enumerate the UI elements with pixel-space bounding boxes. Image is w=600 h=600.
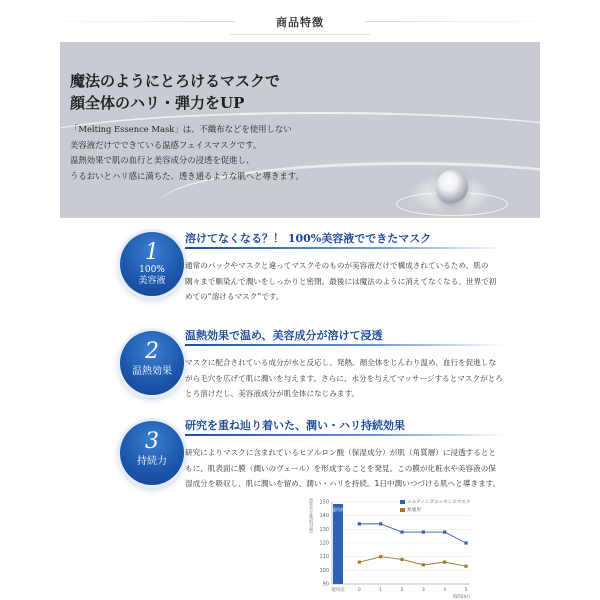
- svg-text:120: 120: [319, 540, 329, 547]
- feature-2: [110, 327, 510, 417]
- feature-description: 研究によりマスクに含まれているヒアルロン酸（保湿成分）が肌（角質層）に浸透するとともに、肌表面に膜（潤いのヴェール）を形成することを発見。この膜が化粧水や美容液の保湿成分を吸収し、肌に潤いを留め、潤い・ハリを持続。1日中潤いつづける肌へと導きます。: [185, 448, 501, 489]
- svg-text:130: 130: [319, 526, 329, 533]
- hero-banner: [60, 42, 540, 218]
- hero-description-line: うるおいとハリ感に満ちた、透き通るような肌へと導きます。: [70, 170, 304, 181]
- svg-text:150: 150: [319, 499, 329, 506]
- chart-y-axis-label: 角質水分量(相対値): [309, 498, 314, 534]
- legend-item: [400, 499, 470, 507]
- feature-number-badge: [120, 331, 184, 395]
- section-title: 商品特徴: [276, 16, 324, 29]
- svg-text:100: 100: [319, 567, 329, 574]
- hero-description-line: 温熱効果で肌の血行と美容成分の浸透を促進し、: [70, 155, 255, 165]
- feature-title-rule: [185, 344, 505, 346]
- feature-1: [110, 230, 510, 320]
- svg-text:140: 140: [319, 513, 329, 520]
- feature-title: 温熱効果で温め、美容成分が溶けて浸透: [185, 329, 383, 342]
- feature-number: 3: [145, 429, 159, 454]
- hero-headline-line: 顔全体のハリ・弾力をUP: [70, 94, 245, 112]
- badge-label: 美容液: [138, 276, 166, 286]
- feature-title: 研究を重ね辿り着いた、潤い・ハリ持続効果: [185, 419, 405, 432]
- header-divider-right: [365, 21, 560, 22]
- feature-description: 通常のパックやマスクと違ってマスクそのものが美容液だけで構成されているため、肌の隅々まで馴染んで潤いをしっかりと密閉。最後には魔法のように消えてなくなる、世界で初めての“溶けるマスク”です。: [185, 261, 497, 302]
- svg-text:適用前: 適用前: [331, 588, 345, 593]
- feature-title-rule: [185, 434, 505, 436]
- feature-number-badge: [120, 232, 184, 296]
- chart-legend: [400, 499, 470, 515]
- moisture-chart: [302, 496, 480, 600]
- section-header: [0, 0, 600, 42]
- svg-text:3: 3: [421, 588, 425, 593]
- svg-text:90: 90: [322, 581, 329, 588]
- feature-description: マスクに配合されている成分が水と反応し、発熱。顔全体をじんわり温め、血行を促進しながら毛穴を広げて肌に潤いを与えます。さらに、水分を与えてマッサージするとマスクがとろとろ溶けだし、美容液成分が肌全体になじみます。: [185, 358, 503, 399]
- feature-number: 1: [145, 240, 159, 265]
- hero-description-line: 美容液だけでできている温感フェイスマスクです。: [70, 139, 262, 150]
- badge-label: 温熱効果: [132, 366, 172, 377]
- hero-description: [70, 122, 304, 184]
- legend-label: メルティングエッセンスマスク: [407, 500, 471, 505]
- feature-number-badge: [120, 421, 184, 485]
- hero-headline-line: 魔法のようにとろけるマスクで: [70, 72, 281, 90]
- svg-text:2: 2: [400, 588, 404, 593]
- svg-text:4: 4: [443, 588, 447, 593]
- svg-text:110: 110: [319, 554, 329, 561]
- feature-number: 2: [145, 339, 159, 364]
- header-underline: [230, 34, 370, 35]
- hero-description-line: 「Melting Essence Mask」は、不織布などを使用しない: [70, 124, 292, 134]
- svg-text:0: 0: [357, 588, 361, 593]
- legend-item: [400, 507, 470, 515]
- legend-label: 無適用: [407, 508, 421, 513]
- svg-text:5: 5: [464, 588, 468, 593]
- feature-title-rule: [185, 247, 505, 249]
- legend-swatch: [400, 500, 405, 504]
- svg-text:時間(hr): 時間(hr): [452, 595, 470, 600]
- badge-label: 持続力: [137, 456, 167, 467]
- hero-headline: [70, 70, 280, 114]
- legend-swatch: [400, 508, 405, 512]
- badge-label: 100%: [139, 265, 165, 275]
- water-droplet-image: [436, 170, 468, 204]
- feature-3: [110, 417, 510, 507]
- svg-text:適用前: 適用前: [332, 507, 344, 512]
- svg-text:1: 1: [379, 588, 383, 593]
- feature-title: 溶けてなくなる？！ 100%美容液でできたマスク: [185, 232, 432, 245]
